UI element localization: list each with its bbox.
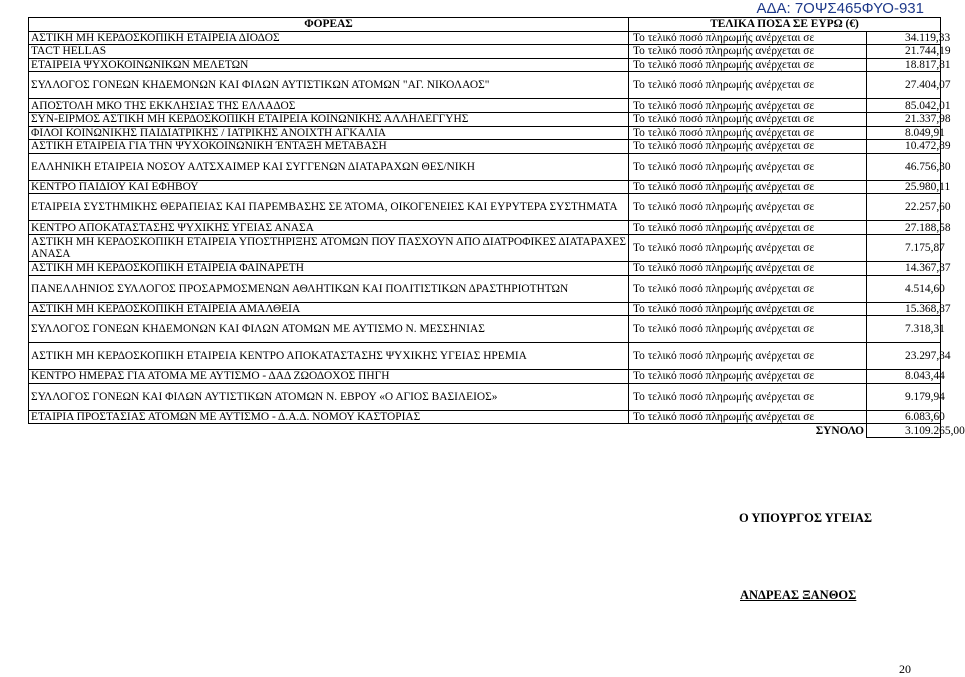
table-row bbox=[29, 180, 941, 194]
payment-amount: 9.179,94 bbox=[867, 383, 941, 410]
payment-phrase: Το τελικό ποσό πληρωμής ανέρχεται σε bbox=[629, 112, 867, 126]
table-row bbox=[29, 45, 941, 59]
organization-name: ΑΣΤΙΚΗ ΜΗ ΚΕΡΔΟΣΚΟΠΙΚΗ ΕΤΑΙΡΕΙΑ ΑΜΑΛΘΕΙΑ bbox=[29, 302, 629, 316]
payment-phrase: Το τελικό ποσό πληρωμής ανέρχεται σε bbox=[629, 180, 867, 194]
organization-name: ΑΣΤΙΚΗ ΕΤΑΙΡΕΙΑ ΓΙΑ ΤΗΝ ΨΥΧΟΚΟΙΝΩΝΙΚΗ ΈΝΤΑΞΗ ΜΕΤΑΒΑΣΗ bbox=[29, 140, 629, 154]
payment-phrase: Το τελικό ποσό πληρωμής ανέρχεται σε bbox=[629, 343, 867, 370]
organization-name: ΚΕΝΤΡΟ ΗΜΕΡΑΣ ΓΙΑ ΑΤΟΜΑ ΜΕ ΑΥΤΙΣΜΟ - ΔΑΔ ΖΩΟΔΟΧΟΣ ΠΗΓΗ bbox=[29, 370, 629, 384]
payment-amount: 7.175,87 bbox=[867, 234, 941, 261]
total-row bbox=[29, 424, 941, 438]
payment-amount: 6.083,60 bbox=[867, 410, 941, 424]
payment-phrase: Το τελικό ποσό πληρωμής ανέρχεται σε bbox=[629, 275, 867, 302]
payment-phrase: Το τελικό ποσό πληρωμής ανέρχεται σε bbox=[629, 302, 867, 316]
header-foreas: ΦΟΡΕΑΣ bbox=[29, 18, 629, 32]
payment-phrase: Το τελικό ποσό πληρωμής ανέρχεται σε bbox=[629, 58, 867, 72]
payment-phrase: Το τελικό ποσό πληρωμής ανέρχεται σε bbox=[629, 153, 867, 180]
table-body bbox=[29, 31, 951, 424]
table-row bbox=[29, 261, 941, 275]
organization-name: ΚΕΝΤΡΟ ΑΠΟΚΑΤΑΣΤΑΣΗΣ ΨΥΧΙΚΗΣ ΥΓΕΙΑΣ ΑΝΑΣΑ bbox=[29, 221, 629, 235]
organization-name: ΑΣΤΙΚΗ ΜΗ ΚΕΡΔΟΣΚΟΠΙΚΗ ΕΤΑΙΡΕΙΑ ΚΕΝΤΡΟ ΑΠΟΚΑΤΑΣΤΑΣΗΣ ΨΥΧΙΚΗΣ ΥΓΕΙΑΣ ΗΡΕΜΙΑ bbox=[29, 343, 629, 370]
payment-amount: 10.472,89 bbox=[867, 140, 941, 154]
header-totals: ΤΕΛΙΚΑ ΠΟΣΑ ΣΕ ΕΥΡΩ (€) bbox=[629, 18, 941, 32]
organization-name: ΣΥΛΛΟΓΟΣ ΓΟΝΕΩΝ ΚΑΙ ΦΙΛΩΝ ΑΥΤΙΣΤΙΚΩΝ ΑΤΟΜΩΝ Ν. ΕΒΡΟΥ «Ο ΑΓΙΟΣ ΒΑΣΙΛΕΙΟΣ» bbox=[29, 383, 629, 410]
payment-phrase: Το τελικό ποσό πληρωμής ανέρχεται σε bbox=[629, 194, 867, 221]
organization-name: ΑΣΤΙΚΗ ΜΗ ΚΕΡΔΟΣΚΟΠΙΚΗ ΕΤΑΙΡΕΙΑ ΦΑΙΝΑΡΕΤΗ bbox=[29, 261, 629, 275]
payment-phrase: Το τελικό ποσό πληρωμής ανέρχεται σε bbox=[629, 72, 867, 99]
payment-phrase: Το τελικό ποσό πληρωμής ανέρχεται σε bbox=[629, 370, 867, 384]
payment-phrase: Το τελικό ποσό πληρωμής ανέρχεται σε bbox=[629, 126, 867, 140]
signature-title: Ο ΥΠΟΥΡΓΟΣ ΥΓΕΙΑΣ bbox=[739, 511, 873, 525]
payment-amount: 8.043,44 bbox=[867, 370, 941, 384]
payment-phrase: Το τελικό ποσό πληρωμής ανέρχεται σε bbox=[629, 410, 867, 424]
organization-name: ΠΑΝΕΛΛΗΝΙΟΣ ΣΥΛΛΟΓΟΣ ΠΡΟΣΑΡΜΟΣΜΕΝΩΝ ΑΘΛΗΤΙΚΩΝ ΚΑΙ ΠΟΛΙΤΙΣΤΙΚΩΝ ΔΡΑΣΤΗΡΙΟΤΗΤΩΝ bbox=[29, 275, 629, 302]
table-row bbox=[29, 302, 941, 316]
table-row bbox=[29, 126, 941, 140]
table-row bbox=[29, 153, 941, 180]
payment-phrase: Το τελικό ποσό πληρωμής ανέρχεται σε bbox=[629, 316, 867, 343]
table-row bbox=[29, 275, 941, 302]
table-row bbox=[29, 370, 941, 384]
ada-code: ΑΔΑ: 7ΟΨΣ465ΦΥΟ-931 bbox=[756, 0, 924, 17]
payment-amount: 46.756,30 bbox=[867, 153, 941, 180]
payment-amount: 4.514,60 bbox=[867, 275, 941, 302]
payment-amount: 14.367,37 bbox=[867, 261, 941, 275]
payment-amount: 27.188,58 bbox=[867, 221, 941, 235]
payment-amount: 25.980,11 bbox=[867, 180, 941, 194]
organization-name: ΑΣΤΙΚΗ ΜΗ ΚΕΡΔΟΣΚΟΠΙΚΗ ΕΤΑΙΡΕΙΑ ΥΠΟΣΤΗΡΙΞΗΣ ΑΤΟΜΩΝ ΠΟΥ ΠΑΣΧΟΥΝ ΑΠΟ ΔΙΑΤΡΟΦΙΚΕΣ ΔΙΑΤΑΡΑΧΕΣ ΑΝΑΣΑ bbox=[29, 234, 629, 261]
organization-name: TACT HELLAS bbox=[29, 45, 629, 59]
organization-name: ΣΥΛΛΟΓΟΣ ΓΟΝΕΩΝ ΚΗΔΕΜΟΝΩΝ ΚΑΙ ΦΙΛΩΝ ΑΥΤΙΣΤΙΚΩΝ ΑΤΟΜΩΝ "ΑΓ. ΝΙΚΟΛΑΟΣ" bbox=[29, 72, 629, 99]
table-row bbox=[29, 383, 941, 410]
organization-name: ΕΤΑΙΡΕΙΑ ΨΥΧΟΚΟΙΝΩΝΙΚΩΝ ΜΕΛΕΤΩΝ bbox=[29, 58, 629, 72]
total-label: ΣΥΝΟΛΟ bbox=[629, 424, 867, 438]
payment-amount: 15.368,87 bbox=[867, 302, 941, 316]
organization-name: ΕΛΛΗΝΙΚΗ ΕΤΑΙΡΕΙΑ ΝΟΣΟΥ ΑΛΤΣΧΑΙΜΕΡ ΚΑΙ ΣΥΓΓΕΝΩΝ ΔΙΑΤΑΡΑΧΩΝ ΘΕΣ/ΝΙΚΗ bbox=[29, 153, 629, 180]
payment-phrase: Το τελικό ποσό πληρωμής ανέρχεται σε bbox=[629, 45, 867, 59]
page-number: 20 bbox=[899, 662, 911, 676]
table-row bbox=[29, 31, 941, 45]
organization-name: ΑΣΤΙΚΗ ΜΗ ΚΕΡΔΟΣΚΟΠΙΚΗ ΕΤΑΙΡΕΙΑ ΔΙΟΔΟΣ bbox=[29, 31, 629, 45]
total-value: 3.109.265,00 bbox=[867, 424, 941, 438]
table-row bbox=[29, 140, 941, 154]
payment-amount: 8.049,91 bbox=[867, 126, 941, 140]
payment-phrase: Το τελικό ποσό πληρωμής ανέρχεται σε bbox=[629, 261, 867, 275]
table-row bbox=[29, 221, 941, 235]
payments-table bbox=[28, 17, 965, 438]
table-row bbox=[29, 112, 941, 126]
table-row bbox=[29, 72, 941, 99]
payment-phrase: Το τελικό ποσό πληρωμής ανέρχεται σε bbox=[629, 99, 867, 113]
organization-name: ΚΕΝΤΡΟ ΠΑΙΔΙΟΥ ΚΑΙ ΕΦΗΒΟΥ bbox=[29, 180, 629, 194]
table-row bbox=[29, 316, 941, 343]
payment-phrase: Το τελικό ποσό πληρωμής ανέρχεται σε bbox=[629, 234, 867, 261]
organization-name: ΕΤΑΙΡΕΙΑ ΣΥΣΤΗΜΙΚΗΣ ΘΕΡΑΠΕΙΑΣ ΚΑΙ ΠΑΡΕΜΒΑΣΗΣ ΣΕ ΆΤΟΜΑ, ΟΙΚΟΓΕΝΕΙΕΣ ΚΑΙ ΕΥΡΥΤΕΡΑ ΣΥΣΤΗΜΑΤΑ bbox=[29, 194, 629, 221]
payment-amount: 85.042,01 bbox=[867, 99, 941, 113]
table-row bbox=[29, 58, 941, 72]
organization-name: ΦΙΛΟΙ ΚΟΙΝΩΝΙΚΗΣ ΠΑΙΔΙΑΤΡΙΚΗΣ / ΙΑΤΡΙΚΗΣ ΑΝΟΙΧΤΗ ΑΓΚΑΛΙΑ bbox=[29, 126, 629, 140]
table-row bbox=[29, 99, 941, 113]
payment-phrase: Το τελικό ποσό πληρωμής ανέρχεται σε bbox=[629, 221, 867, 235]
payment-amount: 18.817,81 bbox=[867, 58, 941, 72]
payment-amount: 22.257,60 bbox=[867, 194, 941, 221]
table-header-row bbox=[29, 18, 941, 32]
payment-amount: 21.744,19 bbox=[867, 45, 941, 59]
table-row bbox=[29, 234, 941, 261]
payment-amount: 21.337,98 bbox=[867, 112, 941, 126]
payment-phrase: Το τελικό ποσό πληρωμής ανέρχεται σε bbox=[629, 140, 867, 154]
organization-name: ΣΥΛΛΟΓΟΣ ΓΟΝΕΩΝ ΚΗΔΕΜΟΝΩΝ ΚΑΙ ΦΙΛΩΝ ΑΤΟΜΩΝ ΜΕ ΑΥΤΙΣΜΟ Ν. ΜΕΣΣΗΝΙΑΣ bbox=[29, 316, 629, 343]
organization-name: ΑΠΟΣΤΟΛΗ ΜΚΟ ΤΗΣ ΕΚΚΛΗΣΙΑΣ ΤΗΣ ΕΛΛΑΔΟΣ bbox=[29, 99, 629, 113]
payment-phrase: Το τελικό ποσό πληρωμής ανέρχεται σε bbox=[629, 383, 867, 410]
signature-name: ΑΝΔΡΕΑΣ ΞΑΝΘΟΣ bbox=[740, 588, 857, 602]
payment-amount: 34.119,33 bbox=[867, 31, 941, 45]
table-row bbox=[29, 343, 941, 370]
table-row bbox=[29, 410, 941, 424]
table-row bbox=[29, 194, 941, 221]
payment-amount: 7.318,31 bbox=[867, 316, 941, 343]
payment-phrase: Το τελικό ποσό πληρωμής ανέρχεται σε bbox=[629, 31, 867, 45]
organization-name: ΕΤΑΙΡΙΑ ΠΡΟΣΤΑΣΙΑΣ ΑΤΟΜΩΝ ΜΕ ΑΥΤΙΣΜΟ - Δ.Α.Δ. ΝΟΜΟΥ ΚΑΣΤΟΡΙΑΣ bbox=[29, 410, 629, 424]
payment-amount: 27.404,07 bbox=[867, 72, 941, 99]
payment-amount: 23.297,34 bbox=[867, 343, 941, 370]
organization-name: ΣΥΝ-ΕΙΡΜΟΣ ΑΣΤΙΚΗ ΜΗ ΚΕΡΔΟΣΚΟΠΙΚΗ ΕΤΑΙΡΕΙΑ ΚΟΙΝΩΝΙΚΗΣ ΑΛΛΗΛΕΓΓΥΗΣ bbox=[29, 112, 629, 126]
